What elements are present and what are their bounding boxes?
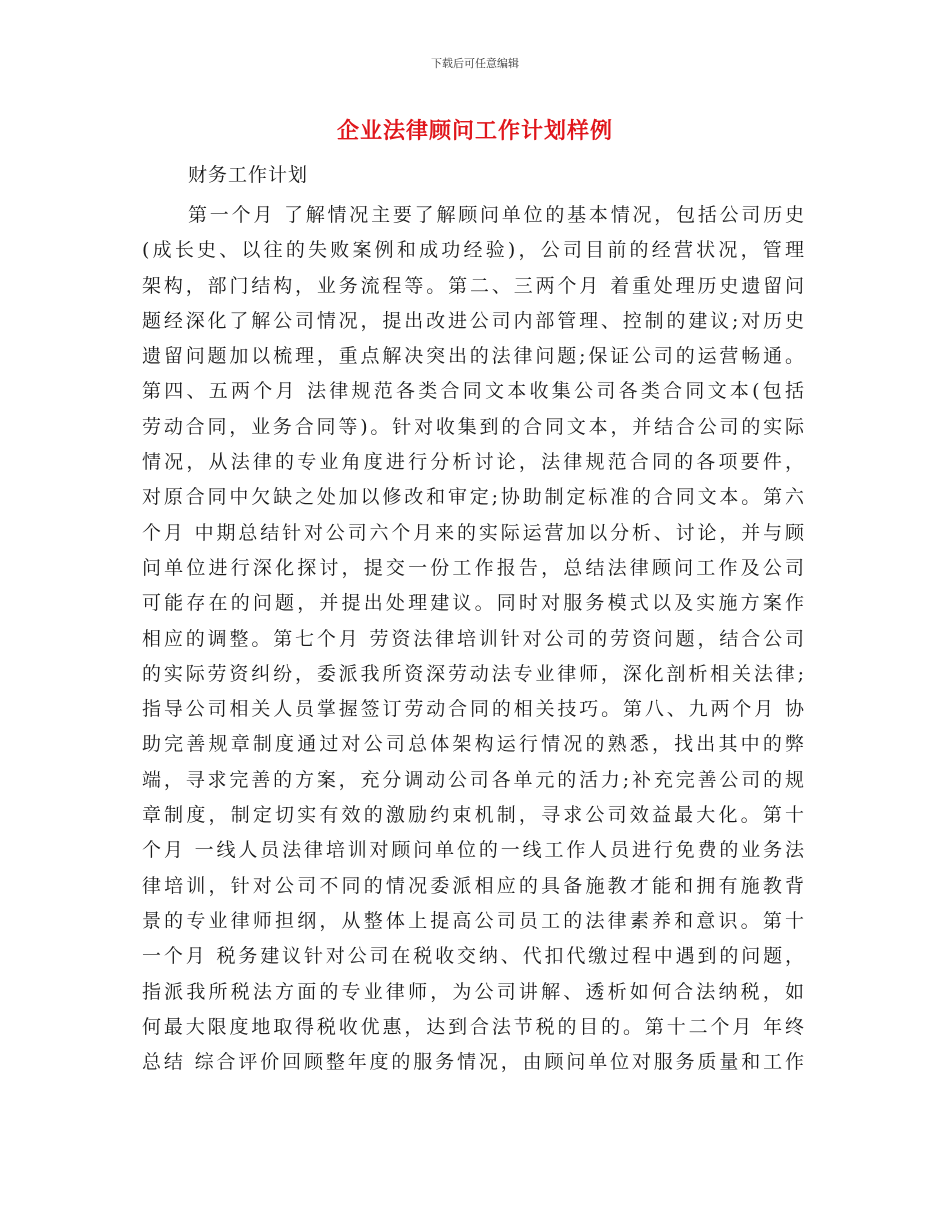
body-line: 指派我所税法方面的专业律师，为公司讲解、透析如何合法纳税，如 bbox=[142, 980, 804, 1003]
body-line: 总结 综合评价回顾整年度的服务情况，由顾问单位对服务质量和工作 bbox=[142, 1051, 804, 1074]
body-line: 问单位进行深化探讨，提交一份工作报告，总结法律顾问工作及公司 bbox=[142, 556, 804, 579]
body-line: 端，寻求完善的方案，充分调动公司各单元的活力;补充完善公司的规 bbox=[142, 768, 804, 791]
body-line: 第四、五两个月 法律规范各类合同文本收集公司各类合同文本(包括 bbox=[142, 380, 804, 403]
body-line: 劳动合同，业务合同等)。针对收集到的合同文本，并结合公司的实际 bbox=[142, 415, 804, 438]
body-line: 指导公司相关人员掌握签订劳动合同的相关技巧。第八、九两个月 协 bbox=[142, 698, 804, 721]
body-line: 对原合同中欠缺之处加以修改和审定;协助制定标准的合同文本。第六 bbox=[142, 486, 804, 509]
page-header-note: 下载后可任意编辑 bbox=[431, 57, 519, 70]
body-line: (成长史、以往的失败案例和成功经验)，公司目前的经营状况，管理 bbox=[142, 239, 804, 262]
body-line: 章制度，制定切实有效的激励约束机制，寻求公司效益最大化。第十 bbox=[142, 804, 804, 827]
body-line: 情况，从法律的专业角度进行分析讨论，法律规范合同的各项要件， bbox=[142, 451, 804, 474]
document-title: 企业法律顾问工作计划样例 bbox=[336, 119, 613, 144]
body-line: 可能存在的问题，并提出处理建议。同时对服务模式以及实施方案作 bbox=[142, 592, 804, 615]
body-line: 助完善规章制度通过对公司总体架构运行情况的熟悉，找出其中的弊 bbox=[142, 733, 804, 756]
body-line: 个月 一线人员法律培训对顾问单位的一线工作人员进行免费的业务法 bbox=[142, 839, 804, 862]
body-line: 相应的调整。第七个月 劳资法律培训针对公司的劳资问题，结合公司 bbox=[142, 627, 804, 650]
body-line: 题经深化了解公司情况，提出改进公司内部管理、控制的建议;对历史 bbox=[142, 309, 804, 332]
body-line: 一个月 税务建议针对公司在税收交纳、代扣代缴过程中遇到的问题， bbox=[142, 945, 804, 968]
section-subheading: 财务工作计划 bbox=[188, 164, 309, 186]
body-line: 何最大限度地取得税收优惠，达到合法节税的目的。第十二个月 年终 bbox=[142, 1015, 804, 1038]
body-line: 第一个月 了解情况主要了解顾问单位的基本情况，包括公司历史 bbox=[188, 204, 804, 226]
body-line: 个月 中期总结针对公司六个月来的实际运营加以分析、讨论，并与顾 bbox=[142, 521, 804, 544]
body-line: 的实际劳资纠纷，委派我所资深劳动法专业律师，深化剖析相关法律; bbox=[142, 662, 804, 685]
body-line: 遗留问题加以梳理，重点解决突出的法律问题;保证公司的运营畅通。 bbox=[142, 345, 804, 368]
body-line: 律培训，针对公司不同的情况委派相应的具备施教才能和拥有施教背 bbox=[142, 874, 804, 897]
body-line: 架构，部门结构，业务流程等。第二、三两个月 着重处理历史遗留问 bbox=[142, 274, 804, 297]
document-body bbox=[142, 198, 804, 1080]
body-line: 景的专业律师担纲，从整体上提高公司员工的法律素养和意识。第十 bbox=[142, 909, 804, 932]
